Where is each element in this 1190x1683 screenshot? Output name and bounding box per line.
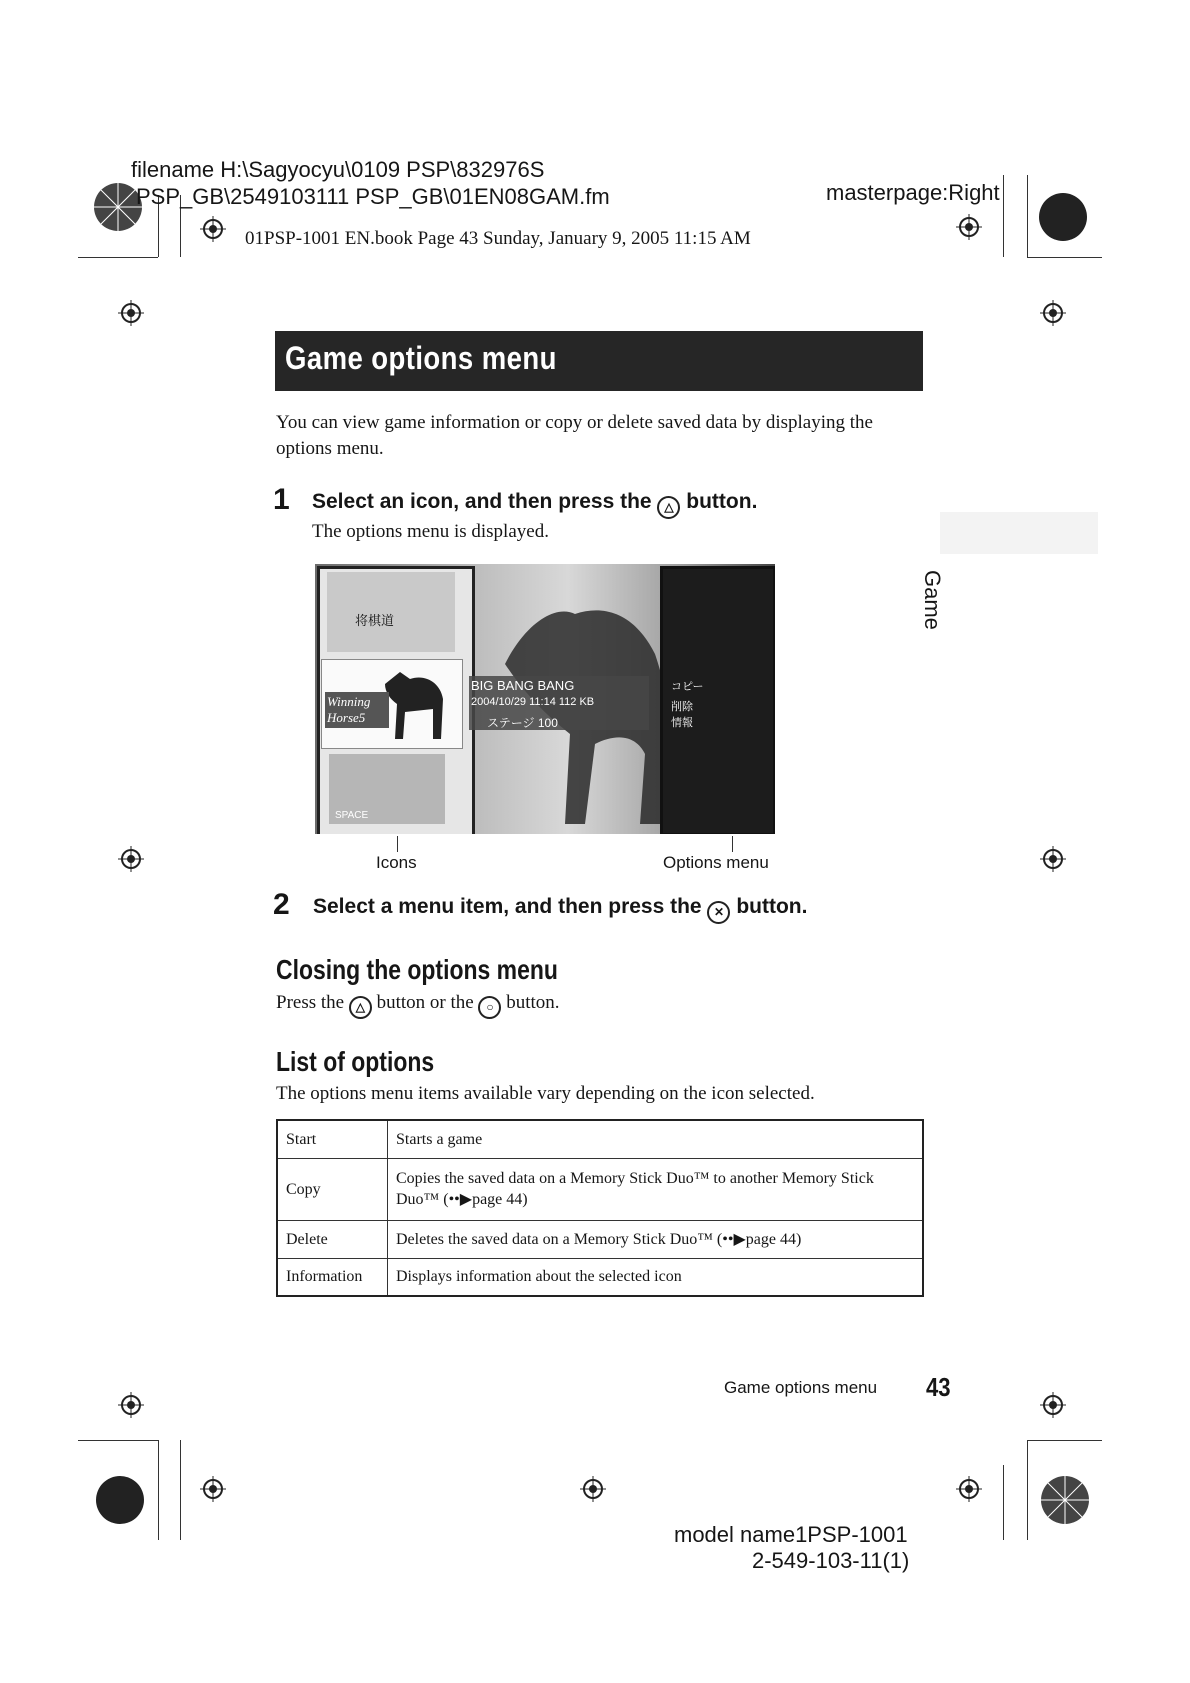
- registration-mark-icon: [580, 1476, 606, 1502]
- info-title: BIG BANG BANG: [471, 678, 575, 693]
- side-tab-background: [940, 512, 1098, 554]
- registration-mark-icon: [1040, 300, 1066, 326]
- options-menu-item: 情報: [671, 717, 693, 729]
- game-icon-horse-label: Winning Horse5: [325, 692, 389, 728]
- side-section-label: Game: [920, 570, 945, 630]
- crop-mark-line: [1027, 1440, 1028, 1540]
- cross-button-icon: ✕: [707, 901, 730, 924]
- header-filename-line2: PSP_GB\2549103111 PSP_GB\01EN08GAM.fm: [136, 184, 610, 209]
- options-table: [276, 1119, 924, 1297]
- registration-mark-icon: [200, 1476, 226, 1502]
- registration-mark-icon: [118, 846, 144, 872]
- closing-text: [276, 992, 560, 1019]
- step-number: 2: [273, 888, 290, 921]
- crop-mark-line: [1003, 1465, 1004, 1540]
- closing-text-part: button or the: [376, 992, 474, 1013]
- options-menu-item: コピー: [671, 681, 704, 693]
- page-title: Game options menu: [285, 340, 557, 376]
- registration-mark-icon: [956, 214, 982, 240]
- model-number: 2-549-103-11(1): [752, 1548, 910, 1573]
- psp-screenshot: [315, 564, 775, 834]
- registration-mark-icon: [118, 1392, 144, 1418]
- header-filename-line1: filename H:\Sagyocyu\0109 PSP\832976S: [131, 157, 545, 182]
- option-description: Starts a game: [388, 1120, 924, 1158]
- closing-text-part: button.: [506, 992, 560, 1013]
- option-name: Delete: [277, 1220, 388, 1258]
- step1-description: The options menu is displayed.: [312, 521, 549, 542]
- crop-mark-line: [1027, 1440, 1102, 1441]
- table-row: [277, 1158, 923, 1220]
- intro-paragraph: You can view game information or copy or delete saved data by displaying the options menu.: [276, 412, 873, 459]
- step1-title-text: Select an icon, and then press the: [312, 490, 652, 513]
- crop-mark-line: [1027, 175, 1028, 257]
- model-name: model name1PSP-1001: [674, 1522, 908, 1547]
- list-heading: List of options: [276, 1046, 435, 1077]
- header-book-info: 01PSP-1001 EN.book Page 43 Sunday, January 9, 2005 11:15 AM: [245, 228, 751, 249]
- options-menu-item: 削除: [671, 701, 693, 713]
- header-masterpage: masterpage:Right: [826, 180, 1000, 205]
- page-number: 43: [926, 1372, 951, 1402]
- callout-line: [732, 836, 733, 852]
- option-name: Copy: [277, 1158, 388, 1220]
- info-stage: ステージ 100: [487, 716, 558, 730]
- caption-options-menu: Options menu: [663, 853, 769, 872]
- triangle-button-icon: △: [657, 496, 680, 519]
- step2-title-text: Select a menu item, and then press the: [313, 895, 702, 918]
- step1-title: [312, 490, 757, 519]
- closing-text-part: Press the: [276, 992, 345, 1013]
- option-description: Copies the saved data on a Memory Stick Duo™ to another Memory Stick Duo™ (••▶page 44): [388, 1158, 924, 1220]
- game-icon-shogi-text: 将棋道: [355, 613, 395, 628]
- game-icon-space-label: SPACE: [335, 810, 369, 821]
- crop-mark-line: [180, 1440, 181, 1540]
- registration-mark-icon: [118, 300, 144, 326]
- step2-title-text: button.: [736, 895, 808, 918]
- option-name: Start: [277, 1120, 388, 1158]
- circle-button-icon: ○: [478, 996, 501, 1019]
- registration-mark-icon: [956, 1476, 982, 1502]
- registration-mark-icon: [200, 216, 226, 242]
- solid-dot-mark-icon: [95, 1475, 145, 1525]
- crop-mark-line: [158, 1440, 159, 1540]
- footer-section-title: Game options menu: [724, 1378, 878, 1397]
- callout-line: [397, 836, 398, 852]
- step2-title: [313, 895, 807, 924]
- starburst-mark-icon: [1040, 1475, 1090, 1525]
- list-text: The options menu items available vary depending on the icon selected.: [276, 1083, 815, 1104]
- table-row: [277, 1120, 923, 1158]
- registration-mark-icon: [1040, 846, 1066, 872]
- step-number: 1: [273, 483, 290, 516]
- option-description: Displays information about the selected icon: [388, 1258, 924, 1296]
- table-row: [277, 1258, 923, 1296]
- closing-heading: Closing the options menu: [276, 954, 558, 985]
- info-date-size: 2004/10/29 11:14 112 KB: [471, 696, 595, 708]
- solid-dot-mark-icon: [1038, 192, 1088, 242]
- option-name: Information: [277, 1258, 388, 1296]
- caption-icons: Icons: [376, 853, 417, 872]
- crop-mark-line: [1003, 175, 1004, 257]
- crop-mark-line: [78, 257, 158, 258]
- table-row: [277, 1220, 923, 1258]
- crop-mark-line: [78, 1440, 158, 1441]
- triangle-button-icon: △: [349, 996, 372, 1019]
- registration-mark-icon: [1040, 1392, 1066, 1418]
- option-description: Deletes the saved data on a Memory Stick Duo™ (••▶page 44): [388, 1220, 924, 1258]
- step1-title-text: button.: [686, 490, 758, 513]
- crop-mark-line: [1027, 257, 1102, 258]
